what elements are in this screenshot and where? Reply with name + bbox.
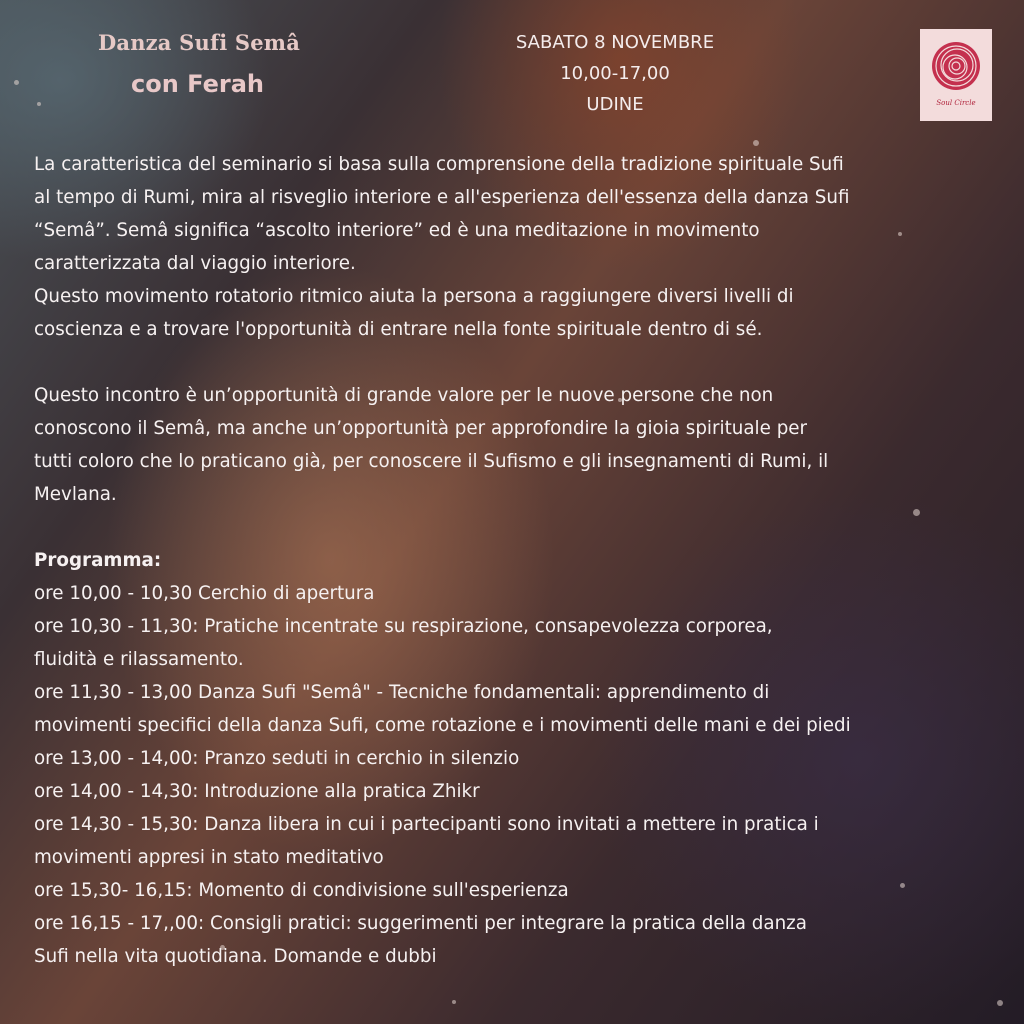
program-line: ore 10,00 - 10,30 Cerchio di apertura xyxy=(34,583,375,604)
program-line: ore 16,15 - 17,,00: Consigli pratici: suggerimenti per integrare la pratica della danza xyxy=(34,913,807,934)
decorative-dot xyxy=(753,140,759,146)
program-line: ore 15,30- 16,15: Momento di condivisione sull'esperienza xyxy=(34,880,569,901)
program-line: Sufi nella vita quotidiana. Domande e dubbi xyxy=(34,946,437,967)
intro-line: caratterizzata dal viaggio interiore. xyxy=(34,253,356,274)
invite-line: conoscono il Semâ, ma anche un’opportunità per approfondire la gioia spirituale per xyxy=(34,418,808,439)
program-line: ore 10,30 - 11,30: Pratiche incentrate su respirazione, consapevolezza corporea, xyxy=(34,616,773,637)
page-title: Danza Sufi Semâ xyxy=(98,30,301,55)
intro-line: Questo movimento rotatorio ritmico aiuta la persona a raggiungere diversi livelli di xyxy=(34,286,794,307)
program-line: movimenti appresi in stato meditativo xyxy=(34,847,384,868)
invite-line: Mevlana. xyxy=(34,484,117,505)
event-info xyxy=(470,27,760,120)
decorative-dot xyxy=(997,1000,1003,1006)
program-line: ore 11,30 - 13,00 Danza Sufi "Semâ" - Tecniche fondamentali: apprendimento di xyxy=(34,682,770,703)
invite-line: tutti coloro che lo praticano già, per conoscere il Sufismo e gli insegnamenti di Rumi, il xyxy=(34,451,829,472)
program-line: ore 14,00 - 14,30: Introduzione alla pratica Zhikr xyxy=(34,781,480,802)
event-time: 10,00-17,00 xyxy=(560,63,670,84)
intro-line: al tempo di Rumi, mira al risveglio interiore e all'esperienza dell'essenza della danza Sufi xyxy=(34,187,850,208)
event-date: SABATO 8 NOVEMBRE xyxy=(515,32,715,53)
event-place: UDINE xyxy=(586,94,644,115)
invite-line: Questo incontro è un’opportunità di grande valore per le nuove persone che non xyxy=(34,385,774,406)
program-line: ore 14,30 - 15,30: Danza libera in cui i partecipanti sono invitati a mettere in pratica i xyxy=(34,814,819,835)
paragraph-gap xyxy=(34,511,1006,544)
program-line: fluidità e rilassamento. xyxy=(34,649,244,670)
spiral-rose-icon xyxy=(930,37,982,95)
decorative-dot xyxy=(37,102,41,106)
intro-line: La caratteristica del seminario si basa sulla comprensione della tradizione spirituale Sufi xyxy=(34,154,844,175)
program-line: ore 13,00 - 14,00: Pranzo seduti in cerchio in silenzio xyxy=(34,748,520,769)
decorative-dot xyxy=(14,80,19,85)
program-heading: Programma: xyxy=(34,550,162,571)
paragraph-gap xyxy=(34,346,1006,379)
decorative-dot xyxy=(452,1000,456,1004)
page-subtitle: con Ferah xyxy=(131,70,264,98)
logo-text: Soul Circle xyxy=(936,99,976,107)
intro-line: “Semâ”. Semâ significa “ascolto interiore” ed è una meditazione in movimento xyxy=(34,220,760,241)
program-line: movimenti specifici della danza Sufi, come rotazione e i movimenti delle mani e dei piedi xyxy=(34,715,851,736)
intro-line: coscienza e a trovare l'opportunità di entrare nella fonte spirituale dentro di sé. xyxy=(34,319,763,340)
soul-circle-logo xyxy=(920,29,992,121)
main-content xyxy=(34,148,1006,973)
